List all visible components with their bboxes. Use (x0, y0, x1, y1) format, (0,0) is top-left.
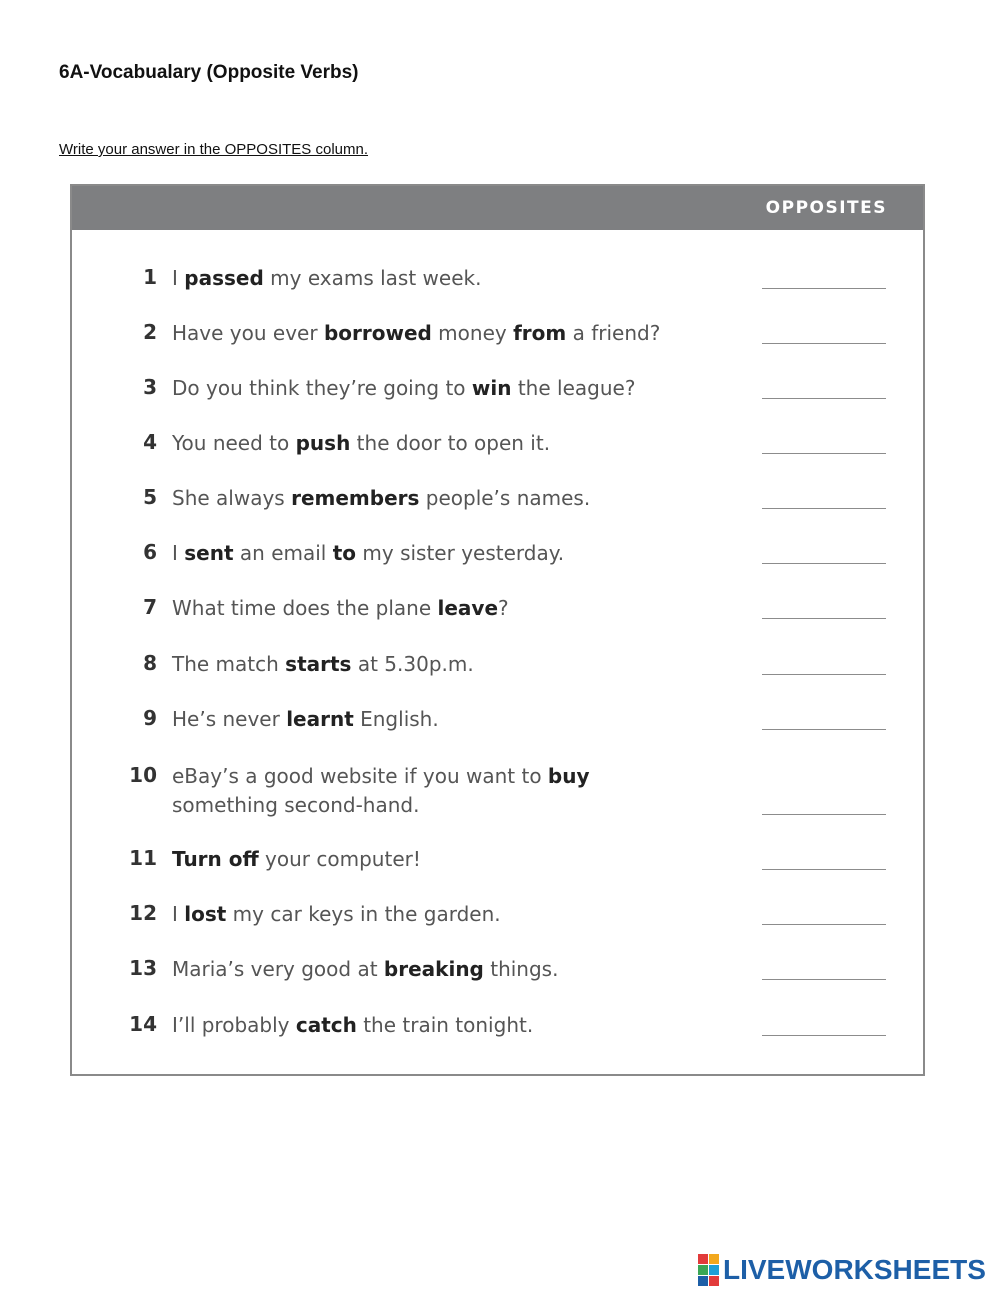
sentence-text: ? (498, 596, 509, 620)
item-sentence (172, 539, 564, 568)
answer-blank[interactable] (762, 924, 886, 925)
logo-block (709, 1265, 719, 1275)
item-number: 9 (143, 706, 157, 730)
item-number: 12 (129, 901, 157, 925)
logo-block (698, 1265, 708, 1275)
opposites-column-header: OPPOSITES (765, 198, 887, 218)
logo-block (709, 1276, 719, 1286)
item-sentence (172, 594, 509, 623)
item-number: 4 (143, 430, 157, 454)
item-number: 10 (129, 763, 157, 787)
target-verb: starts (285, 652, 352, 676)
item-sentence (172, 845, 421, 874)
sentence-text: Have you ever (172, 321, 324, 345)
target-verb: from (513, 321, 567, 345)
answer-blank[interactable] (762, 618, 886, 619)
sentence-text: an email (233, 541, 333, 565)
sentence-text: I (172, 902, 185, 926)
sentence-text: the train tonight. (356, 1013, 534, 1037)
logo-block (698, 1276, 708, 1286)
answer-blank[interactable] (762, 814, 886, 815)
target-verb: borrowed (323, 321, 432, 345)
target-verb: leave (437, 596, 499, 620)
sentence-text: Do you think they’re going to (172, 376, 472, 400)
sentence-text: English. (353, 707, 439, 731)
sentence-text: What time does the plane (172, 596, 438, 620)
target-verb: passed (184, 266, 264, 290)
sentence-text: people’s names. (419, 486, 591, 510)
item-sentence (172, 484, 590, 513)
logo-block (698, 1254, 708, 1264)
target-verb: breaking (383, 957, 484, 981)
target-verb: win (471, 376, 512, 400)
sentence-text: a friend? (566, 321, 661, 345)
worksheet-title: 6A-Vocabualary (Opposite Verbs) (59, 62, 359, 83)
sentence-text: money (431, 321, 514, 345)
item-sentence (172, 650, 474, 679)
sentence-text: my exams last week. (263, 266, 482, 290)
sentence-text: You need to (172, 431, 296, 455)
sentence-text: things. (483, 957, 559, 981)
answer-blank[interactable] (762, 979, 886, 980)
item-sentence (172, 1011, 533, 1040)
item-sentence (172, 429, 550, 458)
target-verb: learnt (286, 707, 354, 731)
item-number: 5 (143, 485, 157, 509)
sentence-text: Maria’s very good at (172, 957, 384, 981)
answer-blank[interactable] (762, 453, 886, 454)
sentence-text: The match (172, 652, 286, 676)
item-number: 7 (143, 595, 157, 619)
answer-blank[interactable] (762, 508, 886, 509)
item-number: 3 (143, 375, 157, 399)
answer-blank[interactable] (762, 1035, 886, 1036)
exercise-panel (70, 184, 925, 1076)
logo-text: LIVEWORKSHEETS (723, 1254, 986, 1285)
sentence-text: eBay’s a good website if you want to (172, 764, 548, 788)
item-number: 1 (143, 265, 157, 289)
item-sentence (172, 319, 660, 348)
target-verb: to (332, 541, 357, 565)
item-sentence (172, 955, 558, 984)
item-sentence (172, 762, 590, 820)
sentence-text: my car keys in the garden. (226, 902, 501, 926)
answer-blank[interactable] (762, 869, 886, 870)
liveworksheets-logo (698, 1254, 986, 1286)
sentence-text: He’s never (172, 707, 287, 731)
sentence-text: something second-hand. (172, 793, 420, 817)
sentence-text: at 5.30p.m. (351, 652, 474, 676)
answer-blank[interactable] (762, 563, 886, 564)
sentence-text: I’ll probably (172, 1013, 296, 1037)
target-verb: buy (547, 764, 590, 788)
item-sentence (172, 900, 501, 929)
target-verb: catch (295, 1013, 357, 1037)
target-verb: remembers (291, 486, 420, 510)
logo-block (709, 1254, 719, 1264)
item-number: 6 (143, 540, 157, 564)
item-number: 2 (143, 320, 157, 344)
sentence-text: your computer! (258, 847, 421, 871)
item-number: 11 (129, 846, 157, 870)
instruction-text: Write your answer in the OPPOSITES column. (59, 141, 369, 158)
item-sentence (172, 374, 635, 403)
sentence-text: She always (172, 486, 292, 510)
sentence-text: the door to open it. (350, 431, 551, 455)
answer-blank[interactable] (762, 288, 886, 289)
target-verb: sent (184, 541, 234, 565)
item-sentence (172, 705, 439, 734)
target-verb: Turn off (172, 847, 259, 871)
answer-blank[interactable] (762, 729, 886, 730)
sentence-text: I (172, 541, 185, 565)
sentence-text: the league? (511, 376, 636, 400)
logo-blocks-icon (698, 1254, 719, 1286)
target-verb: push (295, 431, 351, 455)
sentence-text: my sister yesterday. (356, 541, 565, 565)
item-number: 13 (129, 956, 157, 980)
item-sentence (172, 264, 481, 293)
target-verb: lost (184, 902, 227, 926)
item-number: 14 (129, 1012, 157, 1036)
panel-header (72, 186, 923, 230)
answer-blank[interactable] (762, 674, 886, 675)
item-number: 8 (143, 651, 157, 675)
answer-blank[interactable] (762, 398, 886, 399)
answer-blank[interactable] (762, 343, 886, 344)
sentence-text: I (172, 266, 185, 290)
